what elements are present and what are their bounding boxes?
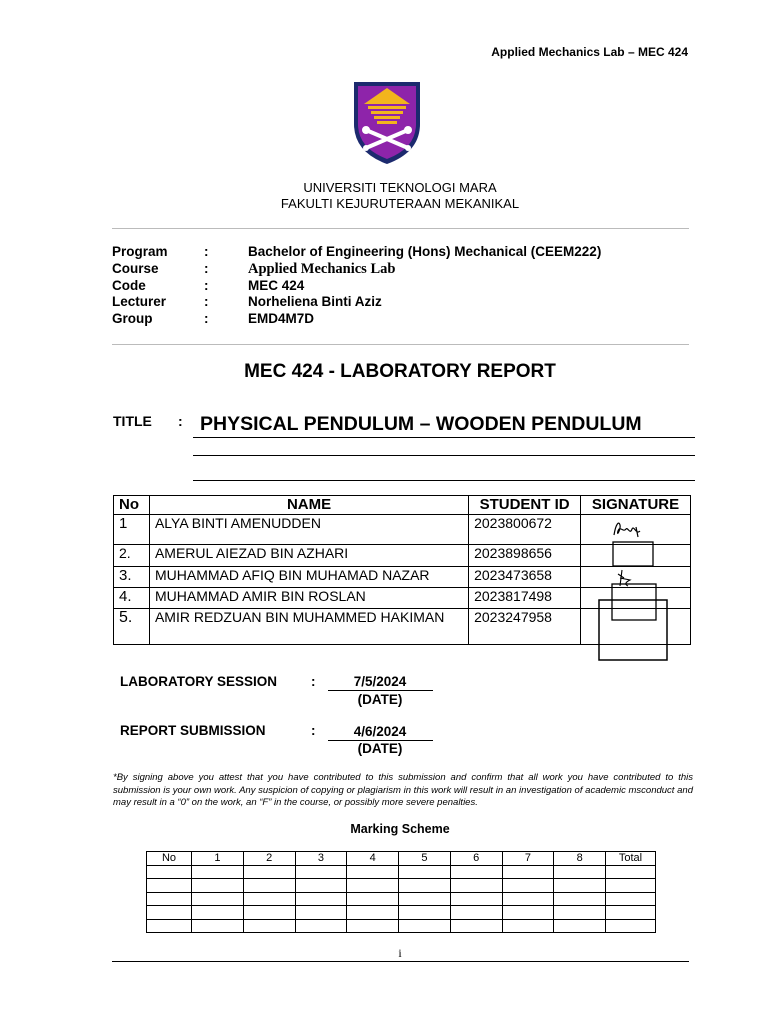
page-number: i (398, 946, 402, 960)
header-signature: SIGNATURE (581, 496, 691, 515)
marking-header-row (147, 852, 656, 866)
signature-boxes (596, 538, 670, 664)
marking-header-cell: 1 (192, 852, 244, 866)
row-no: 4. (114, 588, 150, 609)
lab-session-label: LABORATORY SESSION (120, 674, 278, 689)
info-value: Norheliena Binti Aziz (248, 294, 382, 310)
members-header-row (114, 496, 691, 515)
institution-block (0, 180, 768, 212)
info-row-course (112, 261, 601, 278)
row-name: AMERUL AIEZAD BIN AZHARI (149, 545, 468, 567)
divider-top (112, 228, 689, 229)
info-colon: : (204, 244, 209, 259)
header-course-tag: Applied Mechanics Lab – MEC 424 (491, 45, 688, 59)
row-name: MUHAMMAD AMIR BIN ROSLAN (149, 588, 468, 609)
marking-header-cell: 6 (450, 852, 502, 866)
info-value: MEC 424 (248, 277, 305, 293)
info-key: Program (112, 244, 168, 259)
row-no: 5. (114, 609, 150, 645)
info-value: Bachelor of Engineering (Hons) Mechanical (CEEM222) (248, 244, 602, 259)
info-colon: : (204, 311, 209, 327)
lab-session-colon: : (311, 674, 316, 689)
declaration-text: *By signing above you attest that you have contributed to this submission and confirm that all work you have contributed to this submission is your own work. Any suspicion of copying or plagiarism in this work will result in an investigation of academic msconduct and may result in a “0” on the work, an “F” in the course, or possibly more severe penalties. (113, 772, 693, 808)
marking-header-cell: Total (606, 852, 656, 866)
marking-row (147, 919, 656, 933)
info-value: Applied Mechanics Lab (248, 260, 396, 277)
info-colon: : (204, 277, 209, 293)
marking-header-cell: 5 (399, 852, 451, 866)
faculty-name: FAKULTI KEJURUTERAAN MEKANIKAL (280, 196, 520, 211)
info-key: Group (112, 311, 153, 327)
row-name: AMIR REDZUAN BIN MUHAMMED HAKIMAN (149, 609, 468, 645)
title-underline-1 (193, 437, 695, 438)
marking-header-cell: No (147, 852, 192, 866)
info-colon: : (204, 294, 209, 310)
marking-scheme-title: Marking Scheme (350, 822, 450, 836)
uitm-logo (352, 78, 422, 164)
info-value: EMD4M7D (248, 311, 315, 327)
submission-colon: : (311, 723, 316, 738)
row-no: 2. (114, 545, 150, 567)
marking-header-cell: 8 (554, 852, 606, 866)
marking-row (147, 865, 656, 879)
submission-date: 4/6/2024 (353, 724, 407, 739)
row-name: MUHAMMAD AFIQ BIN MUHAMAD NAZAR (149, 567, 468, 588)
report-title: MEC 424 - LABORATORY REPORT (244, 361, 556, 382)
header-student-id: STUDENT ID (469, 496, 581, 515)
marking-header-cell: 3 (295, 852, 347, 866)
title-underline-2 (193, 455, 695, 456)
submission-label: REPORT SUBMISSION (120, 723, 266, 738)
info-colon: : (204, 260, 209, 276)
info-row-code (112, 278, 601, 295)
course-info (112, 244, 601, 328)
title-value: PHYSICAL PENDULUM – WOODEN PENDULUM (200, 413, 642, 435)
info-key: Code (112, 277, 146, 293)
marking-table (146, 851, 656, 933)
header-name: NAME (149, 496, 468, 515)
info-key: Course (112, 260, 159, 276)
university-name: UNIVERSITI TEKNOLOGI MARA (303, 180, 497, 195)
submission-date-caption: (DATE) (357, 741, 403, 756)
row-no: 3. (114, 567, 150, 588)
marking-row (147, 906, 656, 920)
info-row-lecturer (112, 294, 601, 311)
divider-bottom (112, 344, 689, 345)
footer-line (112, 961, 689, 962)
title-label: TITLE (113, 413, 152, 429)
title-colon: : (178, 413, 183, 429)
lab-session-underline (328, 690, 433, 691)
row-student-id: 2023800672 (469, 515, 581, 545)
info-row-program (112, 244, 601, 261)
lab-session-date-caption: (DATE) (357, 692, 403, 707)
row-name: ALYA BINTI AMENUDDEN (149, 515, 468, 545)
info-row-group (112, 311, 601, 328)
marking-row (147, 892, 656, 906)
lab-session-date: 7/5/2024 (353, 674, 407, 689)
marking-header-cell: 7 (502, 852, 554, 866)
marking-header-cell: 4 (347, 852, 399, 866)
row-student-id: 2023473658 (469, 567, 581, 588)
row-student-id: 2023817498 (469, 588, 581, 609)
row-student-id: 2023898656 (469, 545, 581, 567)
marking-header-cell: 2 (243, 852, 295, 866)
marking-row (147, 879, 656, 893)
info-key: Lecturer (112, 294, 167, 310)
row-student-id: 2023247958 (469, 609, 581, 645)
row-no: 1 (114, 515, 150, 545)
header-no: No (114, 496, 150, 515)
title-underline-3 (193, 480, 695, 481)
